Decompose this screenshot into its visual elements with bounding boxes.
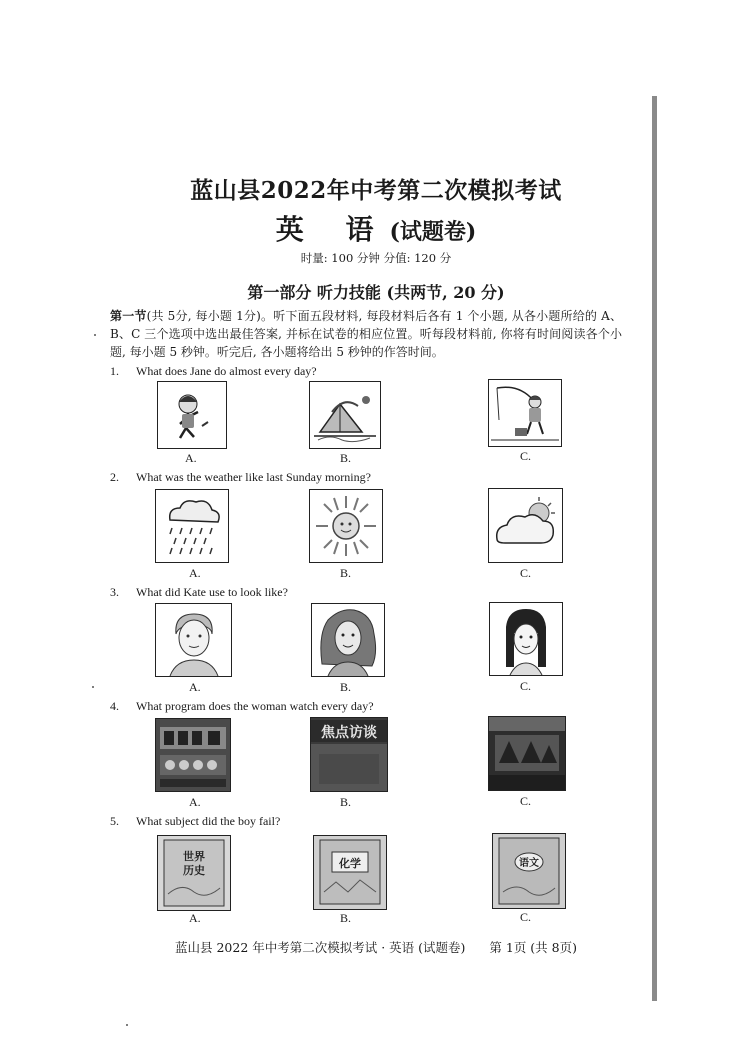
picture-sun[interactable]	[309, 489, 383, 563]
book-title-line1: 世界	[183, 850, 205, 863]
picture-tv-program-a[interactable]	[155, 718, 231, 792]
program-title: 焦点访谈	[321, 725, 377, 741]
subject-name: 英 语	[275, 213, 390, 246]
option-label: B.	[340, 680, 352, 694]
option-label: C.	[520, 679, 532, 693]
section-text: (共 5分, 每小题 1分)。听下面五段材料, 每段材料后各有 1 个小题, 从各小题所给的 A、B、C 三个选项中选出最佳答案, 并标在试卷的相应位置。听每段材料前, 你将有时间阅读各个小题, 每小题 5 秒钟。听完后, 各小题将给出 5 秒钟的作答时间。	[110, 309, 622, 359]
picture-boy-fishing[interactable]	[488, 379, 562, 447]
section-instructions	[110, 307, 622, 361]
page-footer	[0, 938, 752, 956]
option-label: A.	[189, 680, 201, 694]
question-text: What does Jane do almost every day?	[136, 364, 317, 378]
picture-long-straight-hair-girl[interactable]	[489, 602, 563, 676]
footer-text: 蓝山县 2022 年中考第二次模拟考试 · 英语 (试题卷)	[175, 940, 466, 955]
exam-meta: 时量: 100 分钟 分值: 120 分	[300, 251, 452, 265]
question-number: 2.	[110, 470, 119, 484]
picture-tv-program-c[interactable]	[488, 716, 566, 791]
section-lead: 第一节	[110, 309, 147, 323]
option-label: C.	[520, 566, 532, 580]
picture-cloudy[interactable]	[488, 488, 563, 563]
option-label: B.	[340, 451, 352, 465]
picture-rain-cloud[interactable]	[155, 489, 229, 563]
option-label: C.	[520, 910, 532, 924]
option-label: A.	[189, 795, 201, 809]
book-title: 语文	[519, 858, 539, 869]
scan-speck	[92, 686, 94, 688]
picture-book-chinese[interactable]	[492, 833, 566, 909]
exam-title: 蓝山县2022年中考第二次模拟考试	[190, 177, 562, 204]
question-text: What was the weather like last Sunday morning?	[136, 470, 371, 484]
picture-book-history[interactable]	[157, 835, 231, 911]
question-text: What subject did the boy fail?	[136, 814, 281, 828]
picture-curly-hair-woman[interactable]	[311, 603, 385, 677]
question-4	[110, 699, 374, 714]
page-number: 第 1页 (共 8页)	[489, 940, 577, 955]
book-title: 化学	[339, 857, 361, 870]
picture-tent-camping[interactable]	[309, 381, 381, 449]
question-text: What program does the woman watch every day?	[136, 699, 374, 713]
option-label: C.	[520, 794, 532, 808]
option-label: B.	[340, 911, 352, 925]
scan-speck	[126, 1024, 128, 1026]
question-number: 5.	[110, 814, 119, 828]
subject-heading	[0, 208, 752, 248]
question-text: What did Kate use to look like?	[136, 585, 288, 599]
question-3	[110, 585, 288, 600]
picture-tv-program-b[interactable]	[310, 717, 388, 792]
option-label: A.	[189, 911, 201, 925]
option-label: A.	[185, 451, 197, 465]
question-5	[110, 814, 280, 829]
option-label: A.	[189, 566, 201, 580]
book-title-line2: 历史	[183, 864, 205, 877]
option-label: C.	[520, 449, 532, 463]
question-2	[110, 470, 371, 485]
subject-suffix: (试题卷)	[389, 219, 477, 245]
picture-short-hair-girl[interactable]	[155, 603, 232, 677]
question-number: 4.	[110, 699, 119, 713]
option-label: B.	[340, 795, 352, 809]
question-number: 3.	[110, 585, 119, 599]
picture-girl-walking[interactable]	[157, 381, 227, 449]
picture-book-chemistry[interactable]	[313, 835, 387, 910]
option-label: B.	[340, 566, 352, 580]
scan-speck	[94, 334, 96, 336]
question-number: 1.	[110, 364, 119, 378]
part-title: 第一部分 听力技能 (共两节, 20 分)	[247, 283, 505, 302]
question-1	[110, 364, 317, 379]
